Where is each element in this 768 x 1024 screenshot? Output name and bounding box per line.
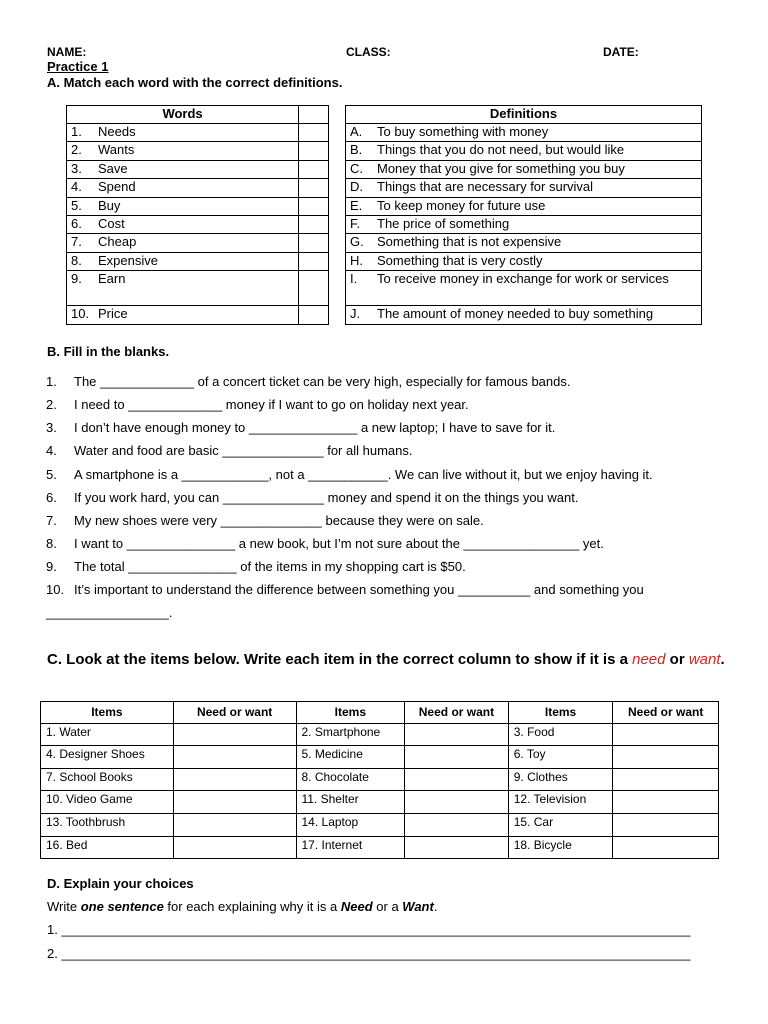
- word-text: Needs: [98, 124, 136, 139]
- item-cell: 10. Video Game: [41, 791, 174, 814]
- need-or-want-header: Need or want: [173, 702, 296, 724]
- definition-text: To keep money for future use: [377, 197, 546, 213]
- item-text: My new shoes were very ______________ because they were on sale.: [74, 513, 484, 528]
- definition-row: [346, 234, 702, 252]
- words-header-row: [67, 106, 329, 124]
- word-text: Earn: [98, 271, 126, 287]
- answer-cell[interactable]: [173, 791, 296, 814]
- answer-cell[interactable]: [299, 215, 329, 233]
- word-number: 4.: [71, 179, 82, 195]
- item-cell: 1. Water: [41, 723, 174, 746]
- word-number: 7.: [71, 234, 82, 250]
- definitions-header-row: [346, 106, 702, 124]
- fill-blank-item: [46, 559, 466, 574]
- answer-cell[interactable]: [613, 836, 719, 859]
- answer-cell[interactable]: [613, 813, 719, 836]
- item-text: It’s important to understand the difference between something you __________ and something you: [74, 582, 644, 597]
- word-row: [67, 124, 329, 142]
- item-text: A smartphone is a ____________, not a ___________. We can live without it, but we enjoy having it.: [74, 467, 653, 482]
- definition-row: [346, 197, 702, 215]
- item-cell: 11. Shelter: [296, 791, 405, 814]
- definition-letter: I.: [350, 271, 358, 287]
- answer-cell[interactable]: [299, 124, 329, 142]
- item-text: If you work hard, you can ______________ money and spend it on the things you want.: [74, 490, 579, 505]
- definition-text: Things that are necessary for survival: [377, 179, 594, 195]
- definition-text: Money that you give for something you buy: [377, 160, 625, 176]
- section-b-title: B. Fill in the blanks.: [47, 344, 170, 359]
- definition-letter: J.: [350, 306, 361, 322]
- word-number: 5.: [71, 197, 82, 213]
- item-cell: 6. Toy: [508, 746, 613, 769]
- definition-row: [346, 142, 702, 160]
- fill-blank-item: [46, 536, 604, 551]
- items-header: Items: [41, 702, 174, 724]
- answer-cell[interactable]: [299, 306, 329, 324]
- items-header: Items: [296, 702, 405, 724]
- instr-part: for each explaining why it is a: [163, 899, 341, 914]
- table-row: [41, 746, 719, 769]
- word-row: [67, 142, 329, 160]
- definition-row: [346, 271, 702, 306]
- section-a-instruction: A. Match each word with the correct definitions.: [47, 75, 343, 90]
- item-number: 1.: [46, 374, 57, 389]
- definitions-table: [345, 105, 702, 325]
- answer-cell[interactable]: [613, 791, 719, 814]
- answer-cell[interactable]: [173, 813, 296, 836]
- answer-cell[interactable]: [405, 768, 509, 791]
- instr-part: or a: [372, 899, 403, 914]
- answer-blank: _______________________________________________________________________________________: [61, 922, 691, 937]
- definition-text: The amount of money needed to buy something: [377, 306, 654, 322]
- word-row: [67, 271, 329, 306]
- item-number: 8.: [46, 536, 57, 551]
- item-number: 10.: [46, 582, 65, 597]
- word-row: [67, 252, 329, 270]
- definition-text: The price of something: [377, 215, 510, 231]
- definition-row: [346, 179, 702, 197]
- definition-text: Something that is not expensive: [377, 234, 562, 250]
- word-number: 6.: [71, 215, 82, 231]
- answer-cell[interactable]: [173, 836, 296, 859]
- table-header-row: [41, 702, 719, 724]
- word-number: 2.: [71, 142, 82, 158]
- answer-cell[interactable]: [405, 836, 509, 859]
- table-row: [41, 723, 719, 746]
- item-cell: 16. Bed: [41, 836, 174, 859]
- item-number: 6.: [46, 490, 57, 505]
- table-row: [41, 836, 719, 859]
- item-text: Water and food are basic ______________ for all humans.: [74, 443, 413, 458]
- answer-cell[interactable]: [299, 160, 329, 178]
- items-header: Items: [508, 702, 613, 724]
- word-text: Cheap: [98, 234, 137, 250]
- item-text: The _____________ of a concert ticket can be very high, especially for famous bands.: [74, 374, 571, 389]
- item-text: I want to _______________ a new book, but I’m not sure about the ________________ yet.: [74, 536, 604, 551]
- name-label: NAME:: [47, 45, 87, 59]
- answer-cell[interactable]: [299, 179, 329, 197]
- word-row: [67, 306, 329, 324]
- item-cell: 5. Medicine: [296, 746, 405, 769]
- table-row: [41, 768, 719, 791]
- section-d-instruction: [47, 899, 437, 914]
- or-word: or: [665, 651, 685, 668]
- definitions-header: Definitions: [346, 106, 702, 124]
- answer-cell[interactable]: [405, 791, 509, 814]
- word-row: [67, 160, 329, 178]
- item-cell: 18. Bicycle: [508, 836, 613, 859]
- section-c-title: [47, 651, 737, 668]
- word-number: 9.: [71, 271, 82, 287]
- answer-cell[interactable]: [299, 197, 329, 215]
- answer-cell[interactable]: [299, 271, 329, 306]
- answer-cell[interactable]: [299, 142, 329, 160]
- fill-blank-item: [46, 374, 570, 389]
- word-text: Save: [98, 160, 128, 176]
- answer-header-blank: [299, 106, 329, 124]
- answer-cell[interactable]: [405, 813, 509, 836]
- definition-row: [346, 160, 702, 178]
- definition-text: Things that you do not need, but would like: [377, 142, 625, 158]
- item-number: 5.: [46, 467, 57, 482]
- item-number: 9.: [46, 559, 57, 574]
- word-number: 10.: [71, 306, 90, 322]
- word-text: Price: [98, 306, 128, 322]
- line-number: 1.: [47, 922, 58, 937]
- class-label: CLASS:: [346, 45, 391, 59]
- answer-cell[interactable]: [613, 768, 719, 791]
- item-cell: 9. Clothes: [508, 768, 613, 791]
- word-text: Cost: [98, 215, 125, 231]
- answer-cell[interactable]: [405, 746, 509, 769]
- item-number: 4.: [46, 443, 57, 458]
- definition-text: To buy something with money: [377, 124, 549, 139]
- word-row: [67, 215, 329, 233]
- answer-cell[interactable]: [613, 723, 719, 746]
- answer-cell[interactable]: [299, 234, 329, 252]
- date-label: DATE:: [603, 45, 639, 59]
- item-number: 7.: [46, 513, 57, 528]
- answer-cell[interactable]: [299, 252, 329, 270]
- want-word: want: [688, 651, 721, 668]
- instr-emphasis: Need: [340, 899, 373, 914]
- item-cell: 12. Television: [508, 791, 613, 814]
- word-text: Wants: [98, 142, 135, 158]
- line-number: 2.: [47, 946, 58, 961]
- need-or-want-header: Need or want: [613, 702, 719, 724]
- definition-letter: F.: [350, 215, 361, 231]
- item-cell: 13. Toothbrush: [41, 813, 174, 836]
- practice-title: Practice 1: [47, 59, 109, 74]
- definition-letter: A.: [350, 124, 363, 139]
- definition-letter: H.: [350, 252, 363, 268]
- item-cell: 8. Chocolate: [296, 768, 405, 791]
- definition-row: [346, 252, 702, 270]
- word-text: Expensive: [98, 252, 158, 268]
- word-number: 3.: [71, 160, 82, 176]
- answer-blank: _______________________________________________________________________________________: [61, 946, 691, 961]
- answer-line[interactable]: [47, 946, 722, 961]
- fill-blank-item: [46, 490, 578, 505]
- item-cell: 14. Laptop: [296, 813, 405, 836]
- definition-letter: E.: [350, 197, 363, 213]
- item-cell: 2. Smartphone: [296, 723, 405, 746]
- fill-blank-item: [46, 513, 484, 528]
- definition-letter: B.: [350, 142, 363, 158]
- answer-line[interactable]: [47, 922, 722, 937]
- need-word: need: [632, 651, 666, 668]
- fill-blank-item: [46, 397, 469, 412]
- answer-cell[interactable]: [173, 746, 296, 769]
- definition-text: Something that is very costly: [377, 252, 543, 268]
- definition-text: To receive money in exchange for work or services: [377, 271, 669, 287]
- item-cell: 3. Food: [508, 723, 613, 746]
- item-text: The total _______________ of the items in my shopping cart is $50.: [74, 559, 466, 574]
- section-c-title-text: C. Look at the items below. Write each item in the correct column to show if it is a: [47, 651, 633, 668]
- words-header: Words: [67, 106, 299, 124]
- word-row: [67, 234, 329, 252]
- item-cell: 15. Car: [508, 813, 613, 836]
- definition-row: [346, 124, 702, 142]
- answer-cell[interactable]: [405, 723, 509, 746]
- fill-blank-item: [46, 443, 412, 458]
- item-text: I need to _____________ money if I want to go on holiday next year.: [74, 397, 469, 412]
- definition-letter: G.: [350, 234, 364, 250]
- need-or-want-header: Need or want: [405, 702, 509, 724]
- definition-letter: C.: [350, 160, 363, 176]
- needs-wants-table: [40, 701, 719, 859]
- answer-cell[interactable]: [173, 768, 296, 791]
- definition-letter: D.: [350, 179, 363, 195]
- instr-part: Write: [47, 899, 81, 914]
- item-number: 3.: [46, 420, 57, 435]
- word-text: Spend: [98, 179, 136, 195]
- title-period: .: [720, 651, 725, 668]
- instr-emphasis: one sentence: [80, 899, 164, 914]
- answer-cell[interactable]: [613, 746, 719, 769]
- instr-emphasis: Want: [402, 899, 434, 914]
- fill-blank-item: [46, 582, 644, 597]
- word-number: 1.: [71, 124, 82, 139]
- table-row: [41, 791, 719, 814]
- section-d-title: D. Explain your choices: [47, 876, 194, 891]
- item-number: 2.: [46, 397, 57, 412]
- item-text: I don’t have enough money to _______________ a new laptop; I have to save for it.: [74, 420, 556, 435]
- item-10-continuation: _________________.: [46, 605, 173, 620]
- word-text: Buy: [98, 197, 121, 213]
- definition-row: [346, 306, 702, 324]
- item-cell: 17. Internet: [296, 836, 405, 859]
- word-row: [67, 179, 329, 197]
- words-table: [66, 105, 329, 325]
- answer-cell[interactable]: [173, 723, 296, 746]
- table-row: [41, 813, 719, 836]
- word-number: 8.: [71, 252, 82, 268]
- fill-blank-item: [46, 420, 555, 435]
- instr-part: .: [433, 899, 438, 914]
- item-cell: 4. Designer Shoes: [41, 746, 174, 769]
- item-cell: 7. School Books: [41, 768, 174, 791]
- definition-row: [346, 215, 702, 233]
- word-row: [67, 197, 329, 215]
- fill-blank-item: [46, 467, 653, 482]
